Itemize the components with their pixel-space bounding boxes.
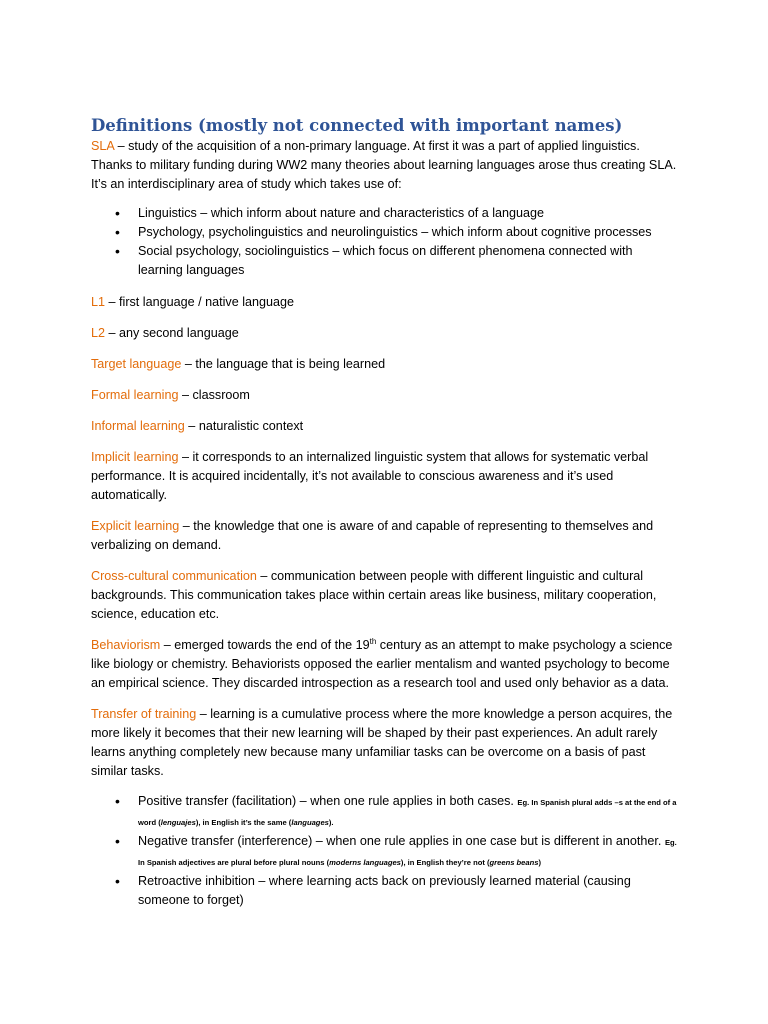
definition-text: – emerged towards the end of the 19 [160, 638, 370, 652]
list-item-bold: Positive transfer (facilitation) [138, 794, 297, 808]
term-informal-learning: Informal learning [91, 419, 185, 433]
term-formal-learning: Formal learning [91, 388, 179, 402]
list-item-text: – which focus on different phenomena connected with learning languages [138, 244, 633, 277]
example-part: ), in English they’re not ( [400, 858, 490, 867]
list-item-text: – which inform about cognitive processes [417, 225, 652, 239]
example-part: Eg. In Spanish plural adds –s at the end of a word ( [138, 798, 677, 827]
list-item [138, 832, 679, 872]
definition-text: – classroom [178, 388, 250, 402]
definition-text: – the knowledge that one is aware of and capable of representing to themselves and verbalizing on demand. [91, 519, 654, 552]
example-part: Eg. In Spanish adjectives are plural before plural nouns ( [138, 838, 677, 867]
list-item-text: – which inform about nature and characteristics of a language [196, 206, 545, 220]
definition-formal-learning [91, 386, 679, 405]
definition-text: – communication between people with different linguistic and cultural backgrounds. This communication takes place within certain areas like business, military cooperation, science, education etc. [91, 569, 657, 621]
definition-text: – any second language [105, 326, 239, 340]
term-implicit-learning: Implicit learning [91, 450, 179, 464]
example-part: ) [538, 858, 542, 867]
term-transfer-of-training: Transfer of training [91, 707, 197, 721]
term-target-language: Target language [91, 357, 182, 371]
page-title: Definitions (mostly not connected with important names) [91, 116, 623, 135]
list-item [138, 872, 679, 910]
definition-transfer-of-training [91, 705, 679, 781]
document-page [91, 116, 679, 923]
definition-text: – it corresponds to an internalized linguistic system that allows for systematic verbal performance. It is acquired incidentally, it’s not available to conscious awareness and it’s used automatically. [91, 450, 649, 502]
definition-target-language [91, 355, 679, 374]
definition-text: – learning is a cumulative process where the more knowledge a person acquires, the more likely it becomes that their new learning will be shaped by their past experiences. An adult rarely learns anything completely new because many unfamiliar tasks can be overcome on a basis of past similar tasks. [91, 707, 673, 778]
term-l1: L1 [91, 295, 106, 309]
definition-informal-learning [91, 417, 679, 436]
term-l2: L2 [91, 326, 106, 340]
definition-l1 [91, 293, 679, 312]
example-italic: moderns languages [329, 858, 401, 867]
example-part: ), in English it’s the same ( [195, 818, 292, 827]
definition-text: – naturalistic context [184, 419, 304, 433]
list-item-text: – when one rule applies in both cases. [296, 794, 518, 808]
term-sla: SLA [91, 139, 115, 153]
definition-behaviorism [91, 636, 679, 693]
list-item-bold: Negative transfer (interference) [138, 834, 313, 848]
list-item-text: – when one rule applies in one case but is different in another. [312, 834, 665, 848]
term-behaviorism: Behaviorism [91, 638, 161, 652]
definition-cross-cultural-communication [91, 567, 679, 624]
term-explicit-learning: Explicit learning [91, 519, 180, 533]
list-item-text: – where learning acts back on previously learned material (causing someone to forget) [138, 874, 631, 907]
example-part: ). [328, 818, 334, 827]
list-item [138, 223, 679, 242]
definition-sla [91, 137, 679, 194]
definition-text: – the language that is being learned [181, 357, 386, 371]
definition-explicit-learning [91, 517, 679, 555]
superscript: th [369, 636, 377, 646]
definition-implicit-learning [91, 448, 679, 505]
list-item-bold: Retroactive inhibition [138, 874, 255, 888]
definition-text: – first language / native language [105, 295, 295, 309]
list-item [138, 792, 679, 832]
list-item-bold: Linguistics [138, 206, 197, 220]
list-item-bold: Social psychology, sociolinguistics [138, 244, 329, 258]
sla-fields-list [91, 204, 679, 280]
definition-l2 [91, 324, 679, 343]
list-item [138, 242, 679, 280]
example-italic: greens beans [489, 858, 539, 867]
transfer-types-list [91, 792, 679, 910]
definition-text: – study of the acquisition of a non-primary language. At first it was a part of applied linguistics. Thanks to military funding during WW2 many theories about learning languages arose thus creating SLA. It’s an interdisciplinary area of study which takes use of: [91, 139, 677, 191]
list-item-bold: Psychology, psycholinguistics and neurolinguistics [138, 225, 418, 239]
list-item [138, 204, 679, 223]
example-italic: languages [291, 818, 329, 827]
term-cross-cultural-communication: Cross-cultural communication [91, 569, 257, 583]
example-italic: lenguajes [160, 818, 196, 827]
definition-text: century as an attempt to make psychology a science like biology or chemistry. Behaviorists opposed the earlier mentalism and wanted psychology to become an empirical science. They discarded introspection as a research tool and used only behavior as a data. [91, 638, 673, 690]
